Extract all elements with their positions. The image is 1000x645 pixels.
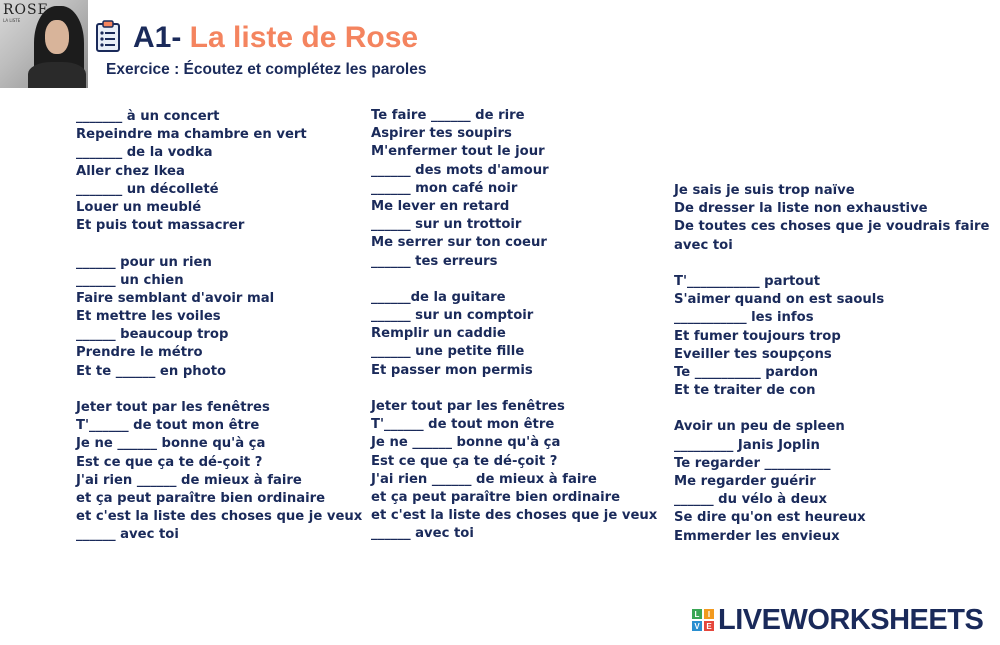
lyric-line: De dresser la liste non exhaustive xyxy=(674,201,928,217)
album-brand: ROSE xyxy=(3,2,49,18)
lyric-line: Se dire qu'on est heureux xyxy=(674,510,866,526)
logo-letter-square: E xyxy=(704,621,714,631)
lyric-line: J'ai rien ______ de mieux à faire xyxy=(371,471,597,487)
lyric-line: De toutes ces choses que je voudrais faire xyxy=(674,219,990,235)
lyric-line: Et te traiter de con xyxy=(674,383,816,399)
lyric-line: ______ avec toi xyxy=(76,527,179,543)
liveworksheets-logo xyxy=(692,604,983,636)
lyric-line: Je sais je suis trop naïve xyxy=(674,183,855,198)
lyric-line: Te __________ pardon xyxy=(674,364,819,380)
page-title xyxy=(133,18,418,58)
lyric-line: ___________ les infos xyxy=(674,310,814,326)
lyric-line: Est ce que ça te dé-çoit ? xyxy=(76,454,263,470)
lyric-line: Louer un meublé xyxy=(76,199,202,215)
lyric-line: T'______ de tout mon être xyxy=(371,417,555,433)
lyric-line: T'______ de tout mon être xyxy=(76,418,260,434)
lyric-line: T'___________ partout xyxy=(674,273,821,289)
lyric-line: Te faire ______ de rire xyxy=(371,108,525,123)
lyric-line: Jeter tout par les fenêtres xyxy=(371,399,565,414)
lyric-line: ______ mon café noir xyxy=(371,180,518,196)
lyric-line: et ça peut paraître bien ordinaire xyxy=(371,489,621,505)
lyric-line: ______ tes erreurs xyxy=(371,253,498,269)
lyric-line: Avoir un peu de spleen xyxy=(674,419,845,435)
stanza-break xyxy=(76,381,362,399)
logo-letter-square: L xyxy=(692,609,702,619)
lyric-line: Est ce que ça te dé-çoit ? xyxy=(371,453,558,469)
lyric-line: ______ beaucoup trop xyxy=(76,327,229,343)
lyric-line: _______ de la vodka xyxy=(76,145,213,161)
lyric-line: ______ des mots d'amour xyxy=(371,162,549,178)
lyric-line: ______ avec toi xyxy=(371,526,474,542)
lyric-line: Aller chez Ikea xyxy=(76,163,185,179)
lyric-line: Eveiller tes soupçons xyxy=(674,346,832,362)
lyric-line: Et fumer toujours trop xyxy=(674,328,841,344)
lyric-line: _________ Janis Joplin xyxy=(674,437,820,453)
lyric-line: et c'est la liste des choses que je veux xyxy=(371,508,658,524)
lyric-line: _______ à un concert xyxy=(76,109,220,124)
stanza-break xyxy=(371,271,657,289)
title-main: La liste de Rose xyxy=(181,21,419,54)
lyric-line: et c'est la liste des choses que je veux xyxy=(76,509,363,525)
cover-shirt xyxy=(28,62,86,88)
lyric-line: J'ai rien ______ de mieux à faire xyxy=(76,472,302,488)
lyric-line: M'enfermer tout le jour xyxy=(371,144,545,160)
lyric-line: ______ sur un comptoir xyxy=(371,308,534,324)
lyric-line: ______ une petite fille xyxy=(371,344,525,360)
lyric-line: Et te ______ en photo xyxy=(76,363,227,379)
lyric-line: Aspirer tes soupirs xyxy=(371,126,512,142)
logo-letter-square: V xyxy=(692,621,702,631)
lyrics-column-1 xyxy=(76,108,362,545)
cover-face xyxy=(45,20,69,54)
lyric-line: ______ sur un trottoir xyxy=(371,217,522,233)
title-prefix: A1- xyxy=(133,21,182,54)
lyrics-column-3 xyxy=(674,182,990,546)
lyric-line: Faire semblant d'avoir mal xyxy=(76,290,275,306)
lyric-line: ______ pour un rien xyxy=(76,254,212,270)
lyric-line: _______ un décolleté xyxy=(76,181,219,197)
lyric-line: Me lever en retard xyxy=(371,198,510,214)
lyric-line: Repeindre ma chambre en vert xyxy=(76,127,307,143)
lyric-line: Et mettre les voiles xyxy=(76,309,221,325)
lyric-line: S'aimer quand on est saouls xyxy=(674,292,885,308)
lyric-line: Remplir un caddie xyxy=(371,326,506,342)
stanza-break xyxy=(674,255,990,273)
lyric-line: Prendre le métro xyxy=(76,345,203,361)
lyric-line: Emmerder les envieux xyxy=(674,528,840,544)
stanza-break xyxy=(371,380,657,398)
lyric-line: ______ un chien xyxy=(76,272,184,288)
album-sub: LA LISTE xyxy=(3,18,21,23)
exercise-instructions: Exercice : Écoutez et complétez les paroles xyxy=(106,61,427,78)
lyric-line: Je ne ______ bonne qu'à ça xyxy=(371,435,561,451)
lyric-line: Te regarder __________ xyxy=(674,455,831,471)
lyric-line: Et passer mon permis xyxy=(371,362,533,378)
liveworksheets-brand: LIVEWORKSHEETS xyxy=(718,604,984,636)
lyric-line: ______de la guitare xyxy=(371,289,506,305)
stanza-break xyxy=(76,235,362,253)
lyric-line: ______ du vélo à deux xyxy=(674,492,828,508)
stanza-break xyxy=(674,400,990,418)
album-cover-image xyxy=(0,0,88,88)
clipboard-icon xyxy=(95,20,121,52)
lyric-line: Me regarder guérir xyxy=(674,474,816,489)
lyrics-column-2 xyxy=(371,107,657,544)
logo-letter-square: I xyxy=(704,609,714,619)
lyric-line: Et puis tout massacrer xyxy=(76,218,245,234)
lyric-line: Je ne ______ bonne qu'à ça xyxy=(76,436,266,452)
lyric-line: Jeter tout par les fenêtres xyxy=(76,400,270,415)
liveworksheets-logo-mark xyxy=(692,609,714,631)
lyric-line: avec toi xyxy=(674,237,733,253)
lyric-line: Me serrer sur ton coeur xyxy=(371,235,547,251)
lyric-line: et ça peut paraître bien ordinaire xyxy=(76,490,326,506)
